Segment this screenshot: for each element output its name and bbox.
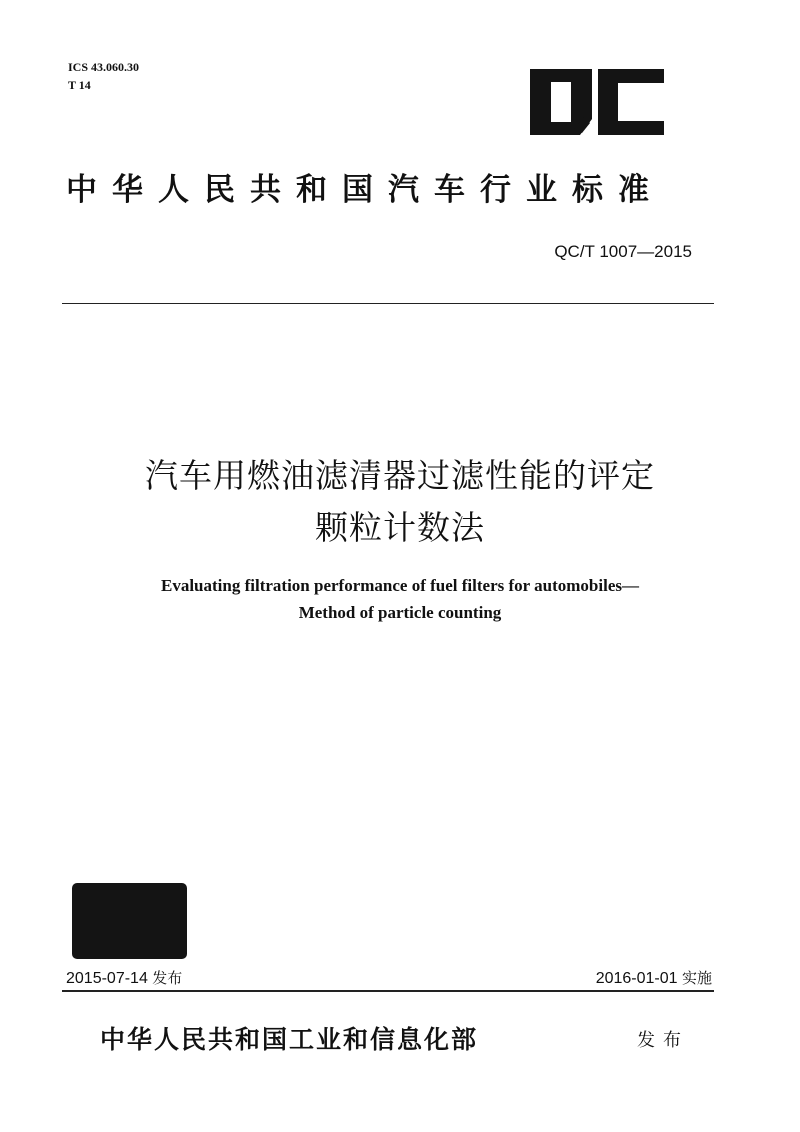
title-cn-line1: 汽车用燃油滤清器过滤性能的评定 [145, 456, 655, 495]
title-chinese [40, 450, 760, 554]
organization-header: 中华人民共和国汽车行业标准 [66, 172, 664, 208]
bottom-divider [62, 990, 714, 992]
publisher-name: 中华人民共和国工业和信息化部 [100, 1025, 479, 1054]
publish-label: 发布 [637, 1030, 689, 1051]
issue-date [66, 967, 182, 988]
title-cn-line2: 颗粒计数法 [315, 508, 485, 547]
standard-number: QC/T 1007—2015 [554, 242, 692, 261]
classification-codes [68, 58, 139, 94]
title-en-line1: Evaluating filtration performance of fuel filters for automobiles— [161, 576, 639, 595]
ccs-code: T 14 [68, 78, 91, 92]
top-divider [62, 303, 714, 304]
title-english [40, 572, 760, 626]
barcode-label [72, 883, 187, 959]
implementation-date-value: 2016-01-01 [595, 970, 678, 987]
issue-date-label: 发布 [152, 969, 183, 987]
ics-code: ICS 43.060.30 [68, 60, 140, 74]
qc-logo-icon [530, 69, 664, 135]
implementation-date-label: 实施 [681, 969, 712, 987]
title-en-line2: Method of particle counting [298, 603, 502, 622]
issue-date-value: 2015-07-14 [66, 970, 148, 987]
implementation-date [596, 967, 712, 988]
